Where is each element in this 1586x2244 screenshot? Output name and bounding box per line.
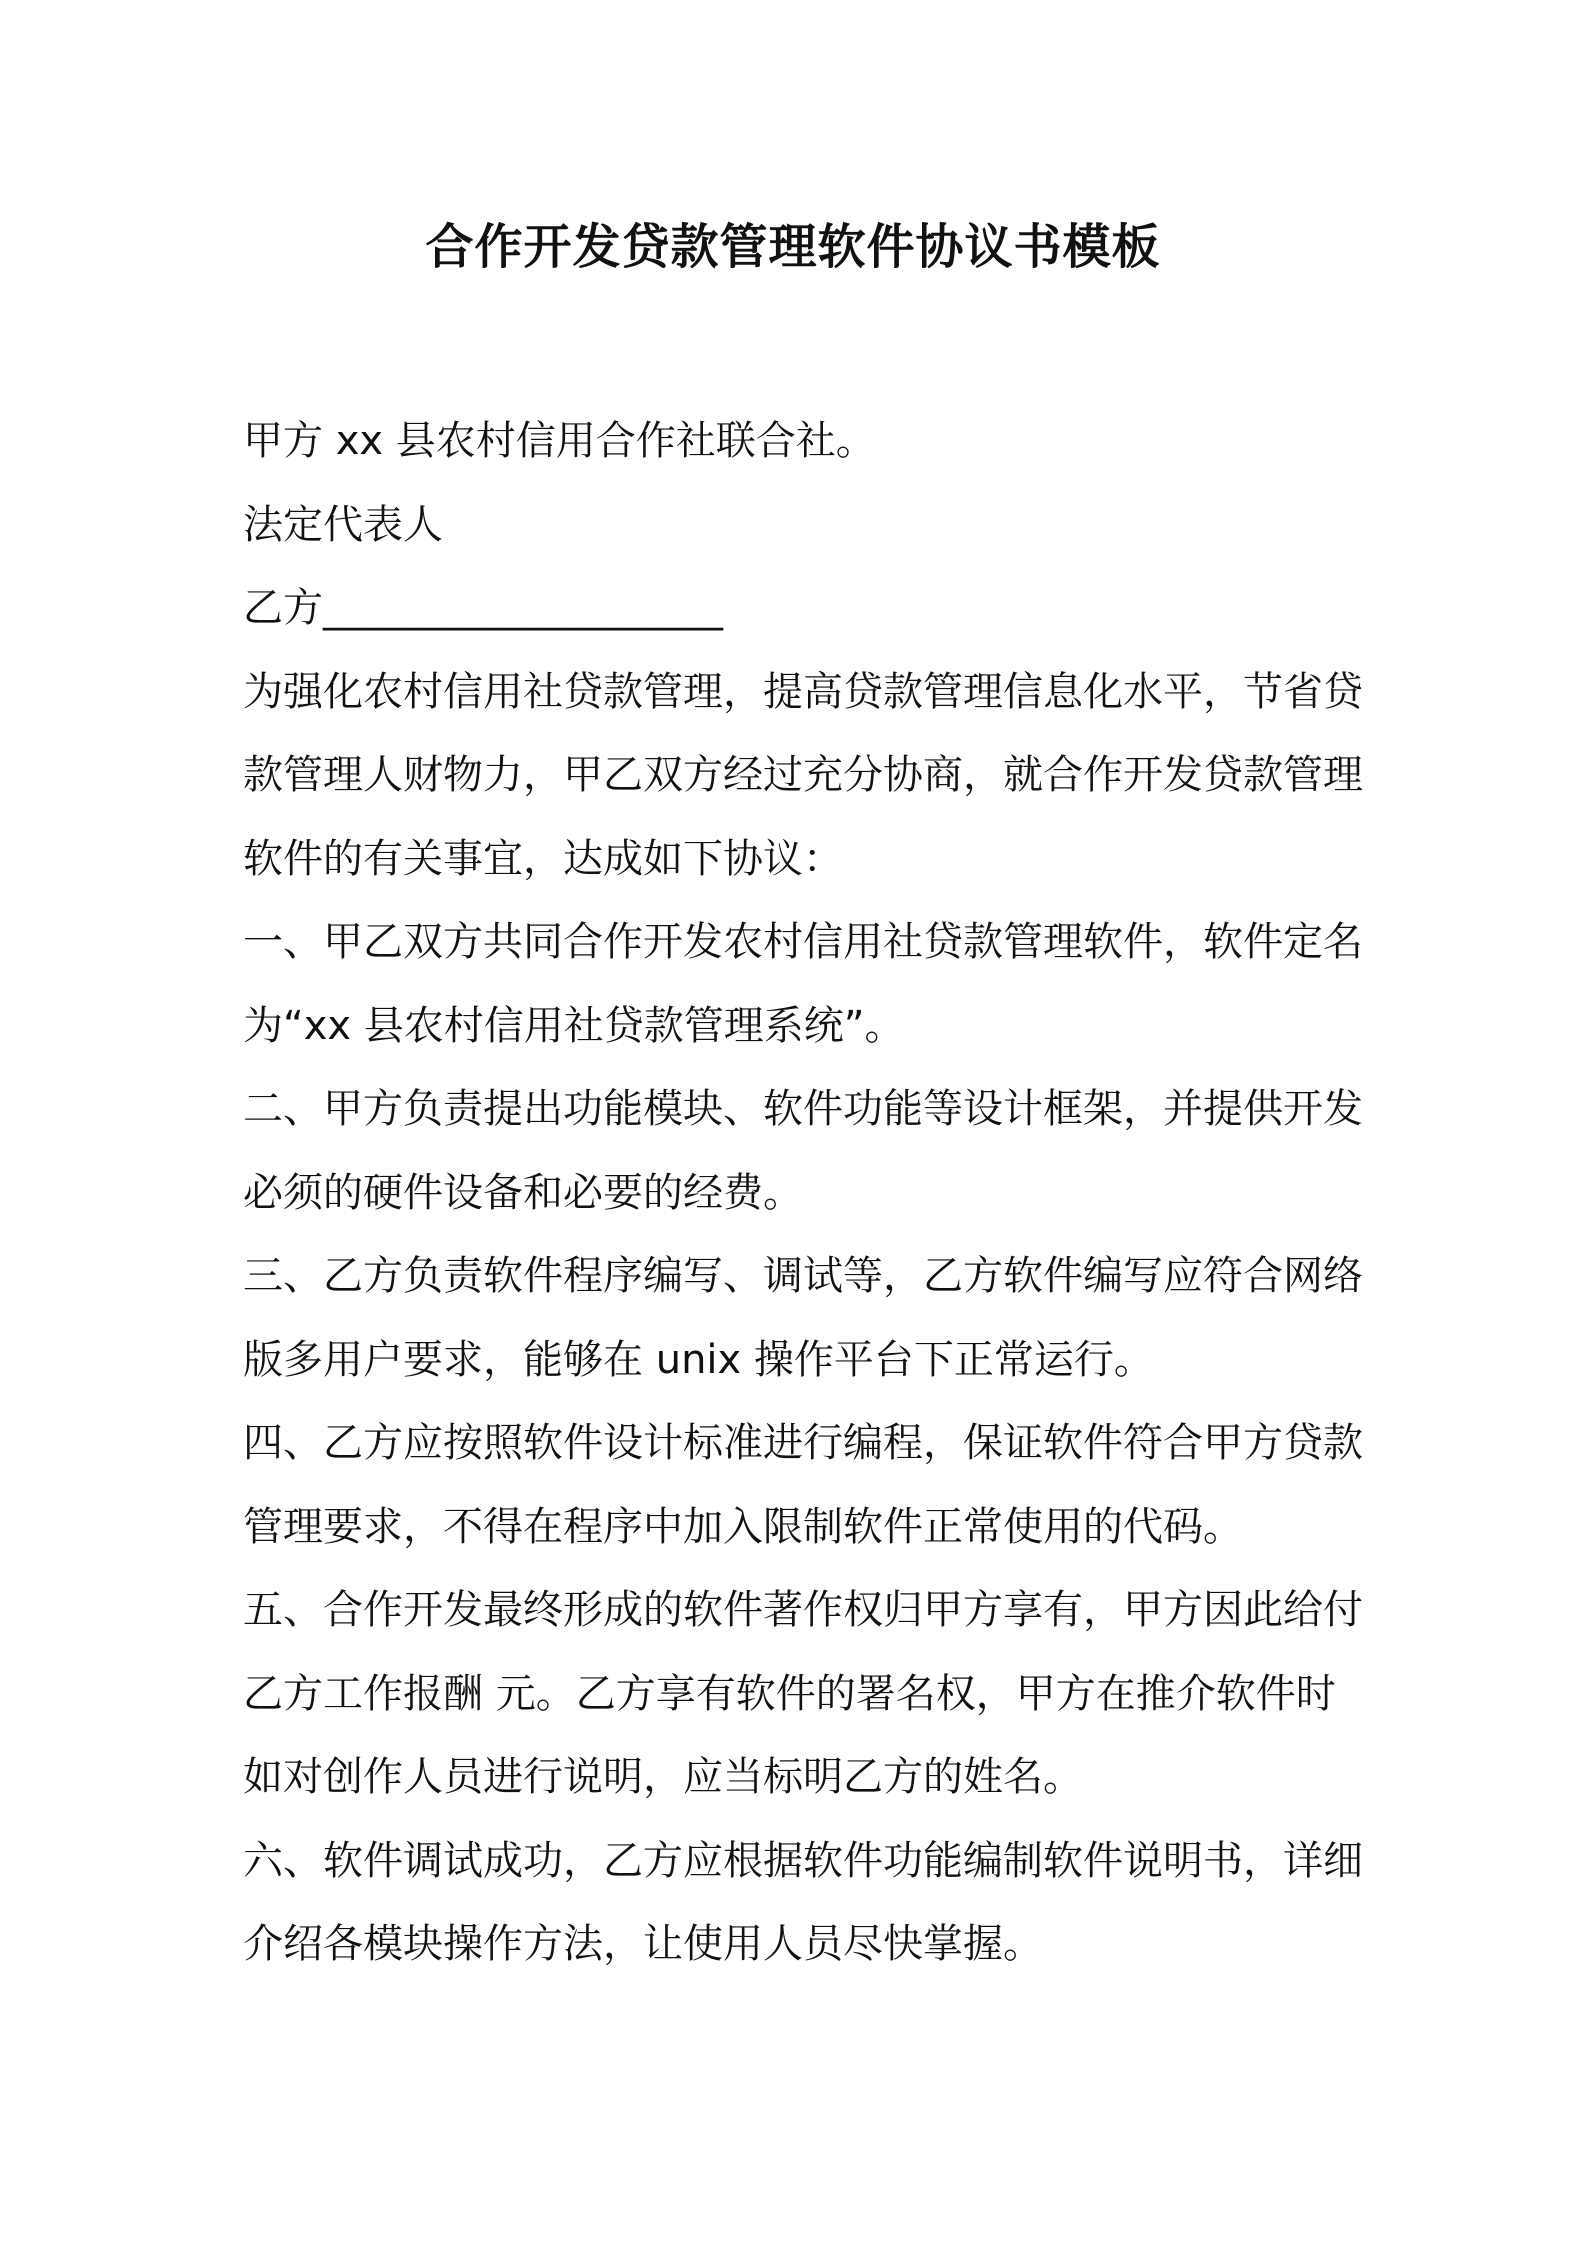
clause-5-line: 如对创作人员进行说明，应当标明乙方的姓名。: [243, 1754, 1083, 1800]
preamble-line: 软件的有关事宜，达成如下协议：: [243, 835, 843, 882]
clause-4-line: 四、乙方应按照软件设计标准进行编程，保证软件符合甲方贷款: [243, 1420, 1363, 1466]
preamble-line: 为强化农村信用社贷款管理，提高贷款管理信息化水平，节省贷: [243, 668, 1363, 715]
clause-6-line: 六、软件调试成功，乙方应根据软件功能编制软件说明书，详细: [243, 1837, 1363, 1884]
clause-5-line: 乙方工作报酬 元。乙方享有软件的署名权，甲方在推介软件时: [243, 1670, 1336, 1717]
document-title: 合作开发贷款管理软件协议书模板: [425, 219, 1161, 275]
preamble-line: 款管理人财物力，甲乙双方经过充分协商，就合作开发贷款管理: [243, 752, 1363, 798]
clause-3-line: 三、乙方负责软件程序编写、调试等，乙方软件编写应符合网络: [243, 1253, 1363, 1299]
clause-1-line: 一、甲乙双方共同合作开发农村信用社贷款管理软件，软件定名: [243, 919, 1363, 965]
clause-2-line: 必须的硬件设备和必要的经费。: [243, 1169, 803, 1216]
clause-1-line: 为“xx 县农村信用社贷款管理系统”。: [243, 1002, 905, 1049]
clause-4-line: 管理要求，不得在程序中加入限制软件正常使用的代码。: [243, 1503, 1243, 1550]
party-a-line: 甲方 xx 县农村信用合作社联合社。: [243, 418, 876, 464]
party-b-line: 乙方____________________: [243, 585, 723, 631]
clause-6-line: 介绍各模块操作方法，让使用人员尽快掌握。: [243, 1921, 1043, 1967]
clause-5-line: 五、合作开发最终形成的软件著作权归甲方享有，甲方因此给付: [243, 1587, 1363, 1633]
clause-3-line: 版多用户要求，能够在 unix 操作平台下正常运行。: [243, 1336, 1154, 1383]
document-body: [243, 400, 1363, 1987]
legal-representative-line: 法定代表人: [243, 501, 443, 548]
clause-2-line: 二、甲方负责提出功能模块、软件功能等设计框架，并提供开发: [243, 1086, 1363, 1132]
